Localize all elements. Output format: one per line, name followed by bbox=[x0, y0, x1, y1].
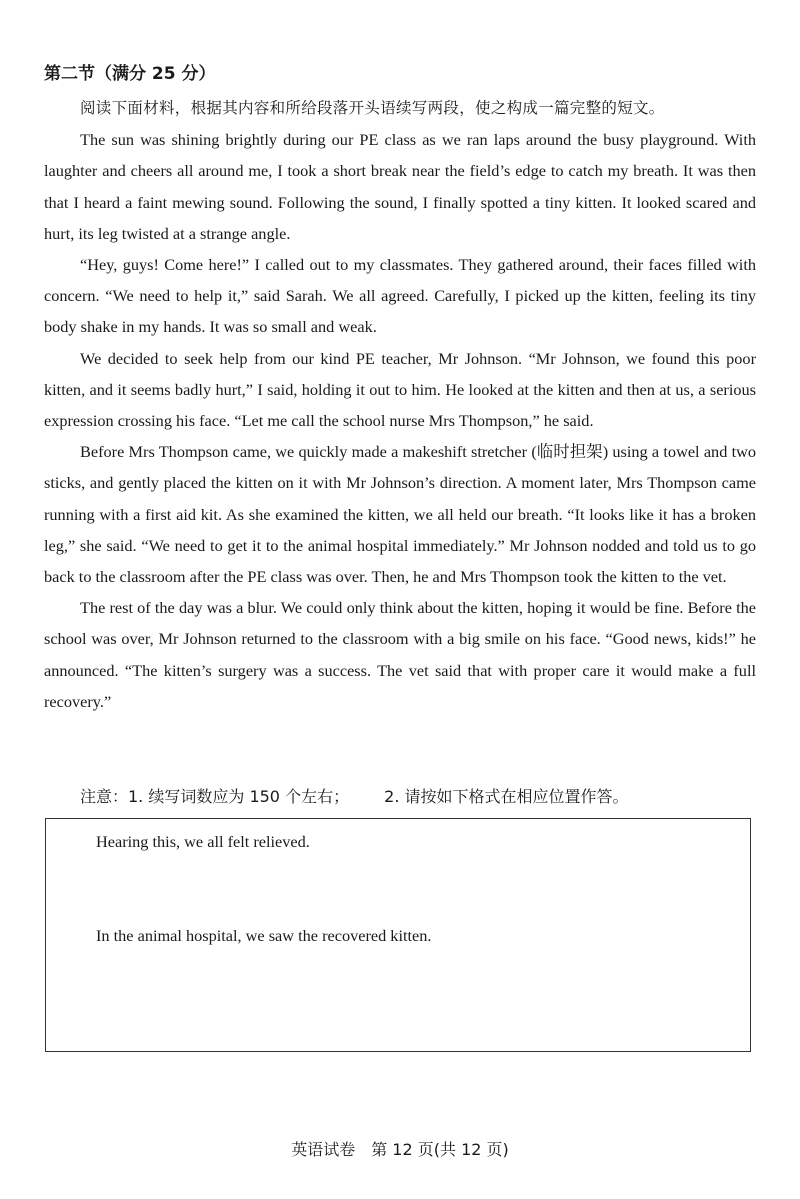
note-word-count: 注意：1. 续写词数应为 150 个左右； bbox=[80, 787, 350, 806]
paragraph-starter-1: Hearing this, we all felt relieved. bbox=[96, 832, 310, 851]
passage-paragraph-4: Before Mrs Thompson came, we quickly made a makeshift stretcher (临时担架) using a towel and two sticks, and gently placed the kitten on it with Mr Johnson’s direction. A moment later, Mrs Thompson came running with a first aid kit. As she examined the kitten, we all held our breath. “It looks like it has a broken leg,” she said. “We need to get it to the animal hospital immediately.” Mr Johnson nodded and told us to go back to the classroom after the PE class was over. Then, he and Mrs Thompson took the kitten to the vet. bbox=[44, 442, 756, 587]
writing-notes bbox=[80, 784, 629, 810]
passage-paragraph-5: The rest of the day was a blur. We could only think about the kitten, hoping it would be fine. Before the school was over, Mr Johnson returned to the classroom with a big smile on his face. “Good news, kids!” he announced. “The kitten’s surgery was a success. The vet said that with proper care it would make a full recovery.” bbox=[44, 598, 756, 711]
answer-box[interactable] bbox=[45, 818, 751, 1052]
passage-paragraph-1: The sun was shining brightly during our PE class as we ran laps around the busy playground. With laughter and cheers all around me, I took a short break near the field’s edge to catch my breath. It was then that I heard a faint mewing sound. Following the sound, I finally spotted a tiny kitten. It looked scared and hurt, its leg twisted at a strange angle. bbox=[44, 130, 756, 243]
task-instruction: 阅读下面材料，根据其内容和所给段落开头语续写两段，使之构成一篇完整的短文。 bbox=[80, 99, 665, 117]
section-heading: 第二节（满分 25 分） bbox=[44, 64, 216, 84]
reading-passage bbox=[44, 93, 756, 717]
passage-paragraph-3: We decided to seek help from our kind PE teacher, Mr Johnson. “Mr Johnson, we found this poor kitten, and it seems badly hurt,” I said, holding it out to him. He looked at the kitten and then at us, a serious expression crossing his face. “Let me call the school nurse Mrs Thompson,” he said. bbox=[44, 348, 756, 431]
note-format: 2. 请按如下格式在相应位置作答。 bbox=[384, 787, 629, 806]
paragraph-starter-2: In the animal hospital, we saw the recovered kitten. bbox=[96, 926, 432, 945]
page-footer: 英语试卷 第 12 页(共 12 页) bbox=[291, 1140, 509, 1159]
passage-paragraph-2: “Hey, guys! Come here!” I called out to my classmates. They gathered around, their faces filled with concern. “We need to help it,” said Sarah. We all agreed. Carefully, I picked up the kitten, feeling its tiny body shake in my hands. It was so small and weak. bbox=[44, 255, 756, 337]
